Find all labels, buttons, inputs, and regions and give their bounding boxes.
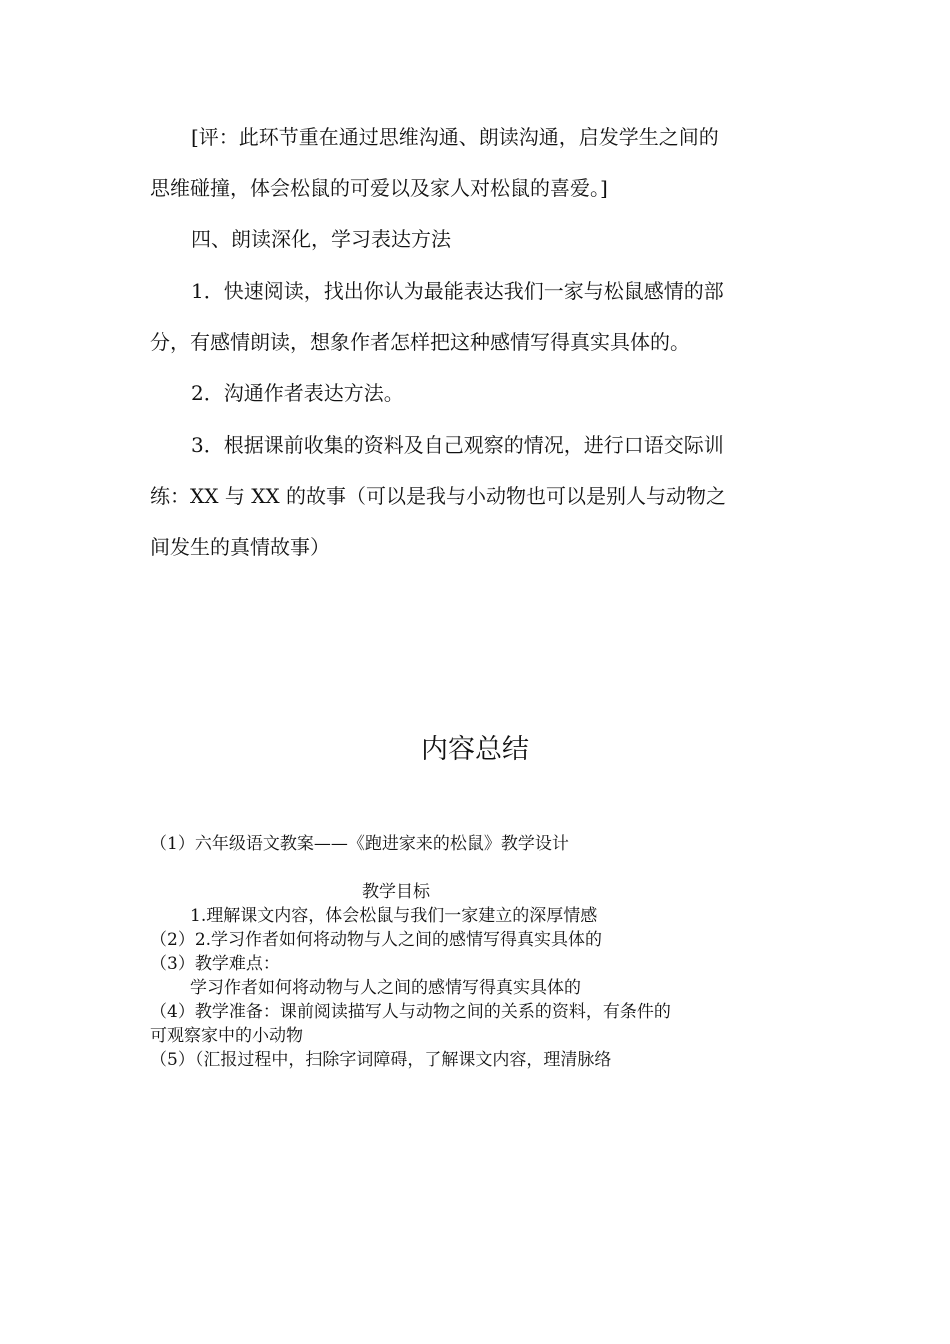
summary-item-5: （5）（汇报过程中，扫除字词障碍，了解课文内容，理清脉络 <box>150 1050 612 1070</box>
step-1-line-2: 分，有感情朗读，想象作者怎样把这种感情写得真实具体的。 <box>150 330 690 354</box>
step-1-line-1: 1．快速阅读，找出你认为最能表达我们一家与松鼠感情的部 <box>191 279 724 303</box>
summary-item-1-subheading: 教学目标 <box>362 882 430 902</box>
summary-title: 内容总结 <box>421 734 529 765</box>
comment-line-2: 思维碰撞，体会松鼠的可爱以及家人对松鼠的喜爱。] <box>150 176 608 200</box>
section-heading: 四、朗读深化，学习表达方法 <box>191 227 451 251</box>
summary-item-4-line-1: （4）教学准备：课前阅读描写人与动物之间的关系的资料，有条件的 <box>150 1002 671 1022</box>
summary-item-2: （2）2.学习作者如何将动物与人之间的感情写得真实具体的 <box>150 930 603 950</box>
step-3-line-3: 间发生的真情故事） <box>150 535 330 559</box>
summary-item-1: （1）六年级语文教案——《跑进家来的松鼠》教学设计 <box>150 834 569 854</box>
summary-item-1-detail: 1.理解课文内容，体会松鼠与我们一家建立的深厚情感 <box>190 906 598 926</box>
summary-item-3: （3）教学难点： <box>150 954 280 974</box>
step-3-line-2: 练：XX 与 XX 的故事（可以是我与小动物也可以是别人与动物之 <box>150 484 727 508</box>
comment-line-1: [评：此环节重在通过思维沟通、朗读沟通，启发学生之间的 <box>191 125 719 149</box>
summary-item-3-detail: 学习作者如何将动物与人之间的感情写得真实具体的 <box>190 978 581 998</box>
step-2: 2．沟通作者表达方法。 <box>191 381 404 405</box>
step-3-line-1: 3．根据课前收集的资料及自己观察的情况，进行口语交际训 <box>191 433 724 457</box>
summary-item-4-line-2: 可观察家中的小动物 <box>150 1026 303 1046</box>
